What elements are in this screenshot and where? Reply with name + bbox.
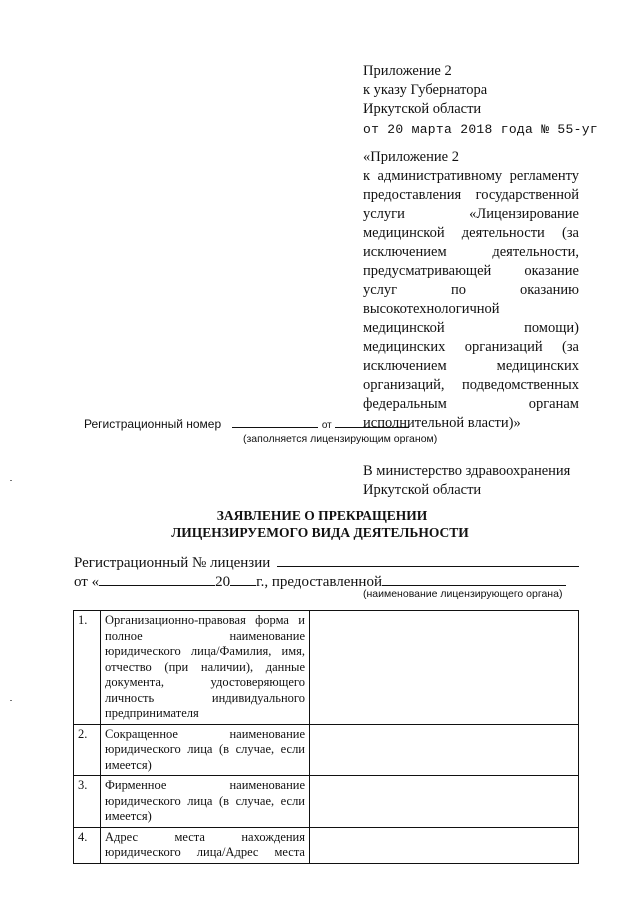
regulation-line: «Приложение 2 [363,149,459,165]
regulation-line: исключением медицинских [363,358,579,374]
row-description [101,611,310,725]
row-description [101,724,310,776]
appendix-line: Приложение 2 [363,63,452,79]
table-row [74,827,579,863]
registration-number-field[interactable] [232,427,318,428]
desc-line: Адрес места нахождения [105,829,305,844]
desc-line: документа, удостоверяющего [105,675,305,689]
margin-mark [10,700,12,701]
row-number: 1. [74,611,101,725]
appendix-line: к указу Губернатора [363,82,488,98]
regulation-line: медицинской деятельности (за [363,225,579,241]
desc-line: юридического лица (в случае, если [105,793,305,808]
desc-line: Сокращенное наименование [105,726,305,741]
regulation-line: организаций, подведомственных [363,377,579,393]
registration-note: (заполняется лицензирующим органом) [243,433,438,445]
regulation-line: медицинской помощи) [363,320,579,336]
desc-line: имеется) [105,757,152,772]
registration-label: Регистрационный номер [84,417,222,431]
regulation-line: предоставления государственной [363,187,579,203]
row-description [101,827,310,863]
application-table [73,610,579,864]
desc-line: юридического лица/Фамилия, имя, [105,644,305,658]
appendix-line: Иркутской области [363,101,482,117]
margin-mark [10,480,12,481]
regulation-line: медицинских организаций (за [363,339,579,355]
registration-from: от [321,420,332,431]
row-value-cell[interactable] [310,827,579,863]
desc-line: имеется) [105,809,152,823]
regulation-line: услуг по оказанию [363,282,579,298]
row-number: 2. [74,724,101,776]
regulation-line: услуги «Лицензирование [363,206,579,222]
table-row [74,724,579,776]
row-value-cell[interactable] [310,776,579,828]
desc-line: Организационно-правовая форма и [105,613,305,627]
regulation-line: исключением деятельности, [363,244,579,260]
addressee-line: Иркутской области [363,482,482,498]
registration-row [84,417,409,431]
row-description [101,776,310,828]
addressee [363,462,570,500]
license-year-field[interactable] [230,571,256,586]
title-line: ЛИЦЕНЗИРУЕМОГО ВИДА ДЕЯТЕЛЬНОСТИ [171,525,469,540]
desc-line: предпринимателя [105,706,199,720]
document-title [0,507,640,541]
license-number-row [74,552,579,572]
regulation-line: предусматривающей оказание [363,263,579,279]
license-note: (наименование лицензирующего органа) [363,588,563,600]
desc-line: юридического лица (в случае, если [105,742,305,756]
row-number: 3. [74,776,101,828]
license-number-label: Регистрационный № лицензии [74,555,271,571]
regulation-line: высокотехнологичной [363,301,500,317]
regulation-appendix [363,148,579,433]
decree-date: от 20 марта 2018 года № 55-уг [363,122,598,137]
regulation-line: к административному регламенту [363,168,579,184]
license-year-suffix: г., предоставленной [256,574,382,590]
regulation-line: исполнительной власти)» [363,415,521,431]
registration-date-field[interactable] [335,427,409,428]
row-number: 4. [74,827,101,863]
license-date-field[interactable] [99,571,215,586]
licensing-authority-field[interactable] [382,571,566,586]
desc-line: личность индивидуального [105,690,305,705]
desc-line: полное наименование [105,628,305,643]
table-row [74,611,579,725]
license-from-open: от « [74,574,100,590]
row-value-cell[interactable] [310,611,579,725]
title-line: ЗАЯВЛЕНИЕ О ПРЕКРАЩЕНИИ [216,508,428,523]
desc-line: отчество (при наличии), данные [105,659,305,674]
appendix-header [363,62,598,139]
regulation-line: федеральным органам [363,396,579,412]
desc-line: Фирменное наименование [105,778,305,792]
addressee-line: В министерство здравоохранения [363,463,571,479]
row-value-cell[interactable] [310,724,579,776]
license-number-field[interactable] [277,552,579,567]
table-row [74,776,579,828]
desc-line: юридического лица/Адрес места [105,845,305,859]
license-year: 20 [215,574,231,590]
